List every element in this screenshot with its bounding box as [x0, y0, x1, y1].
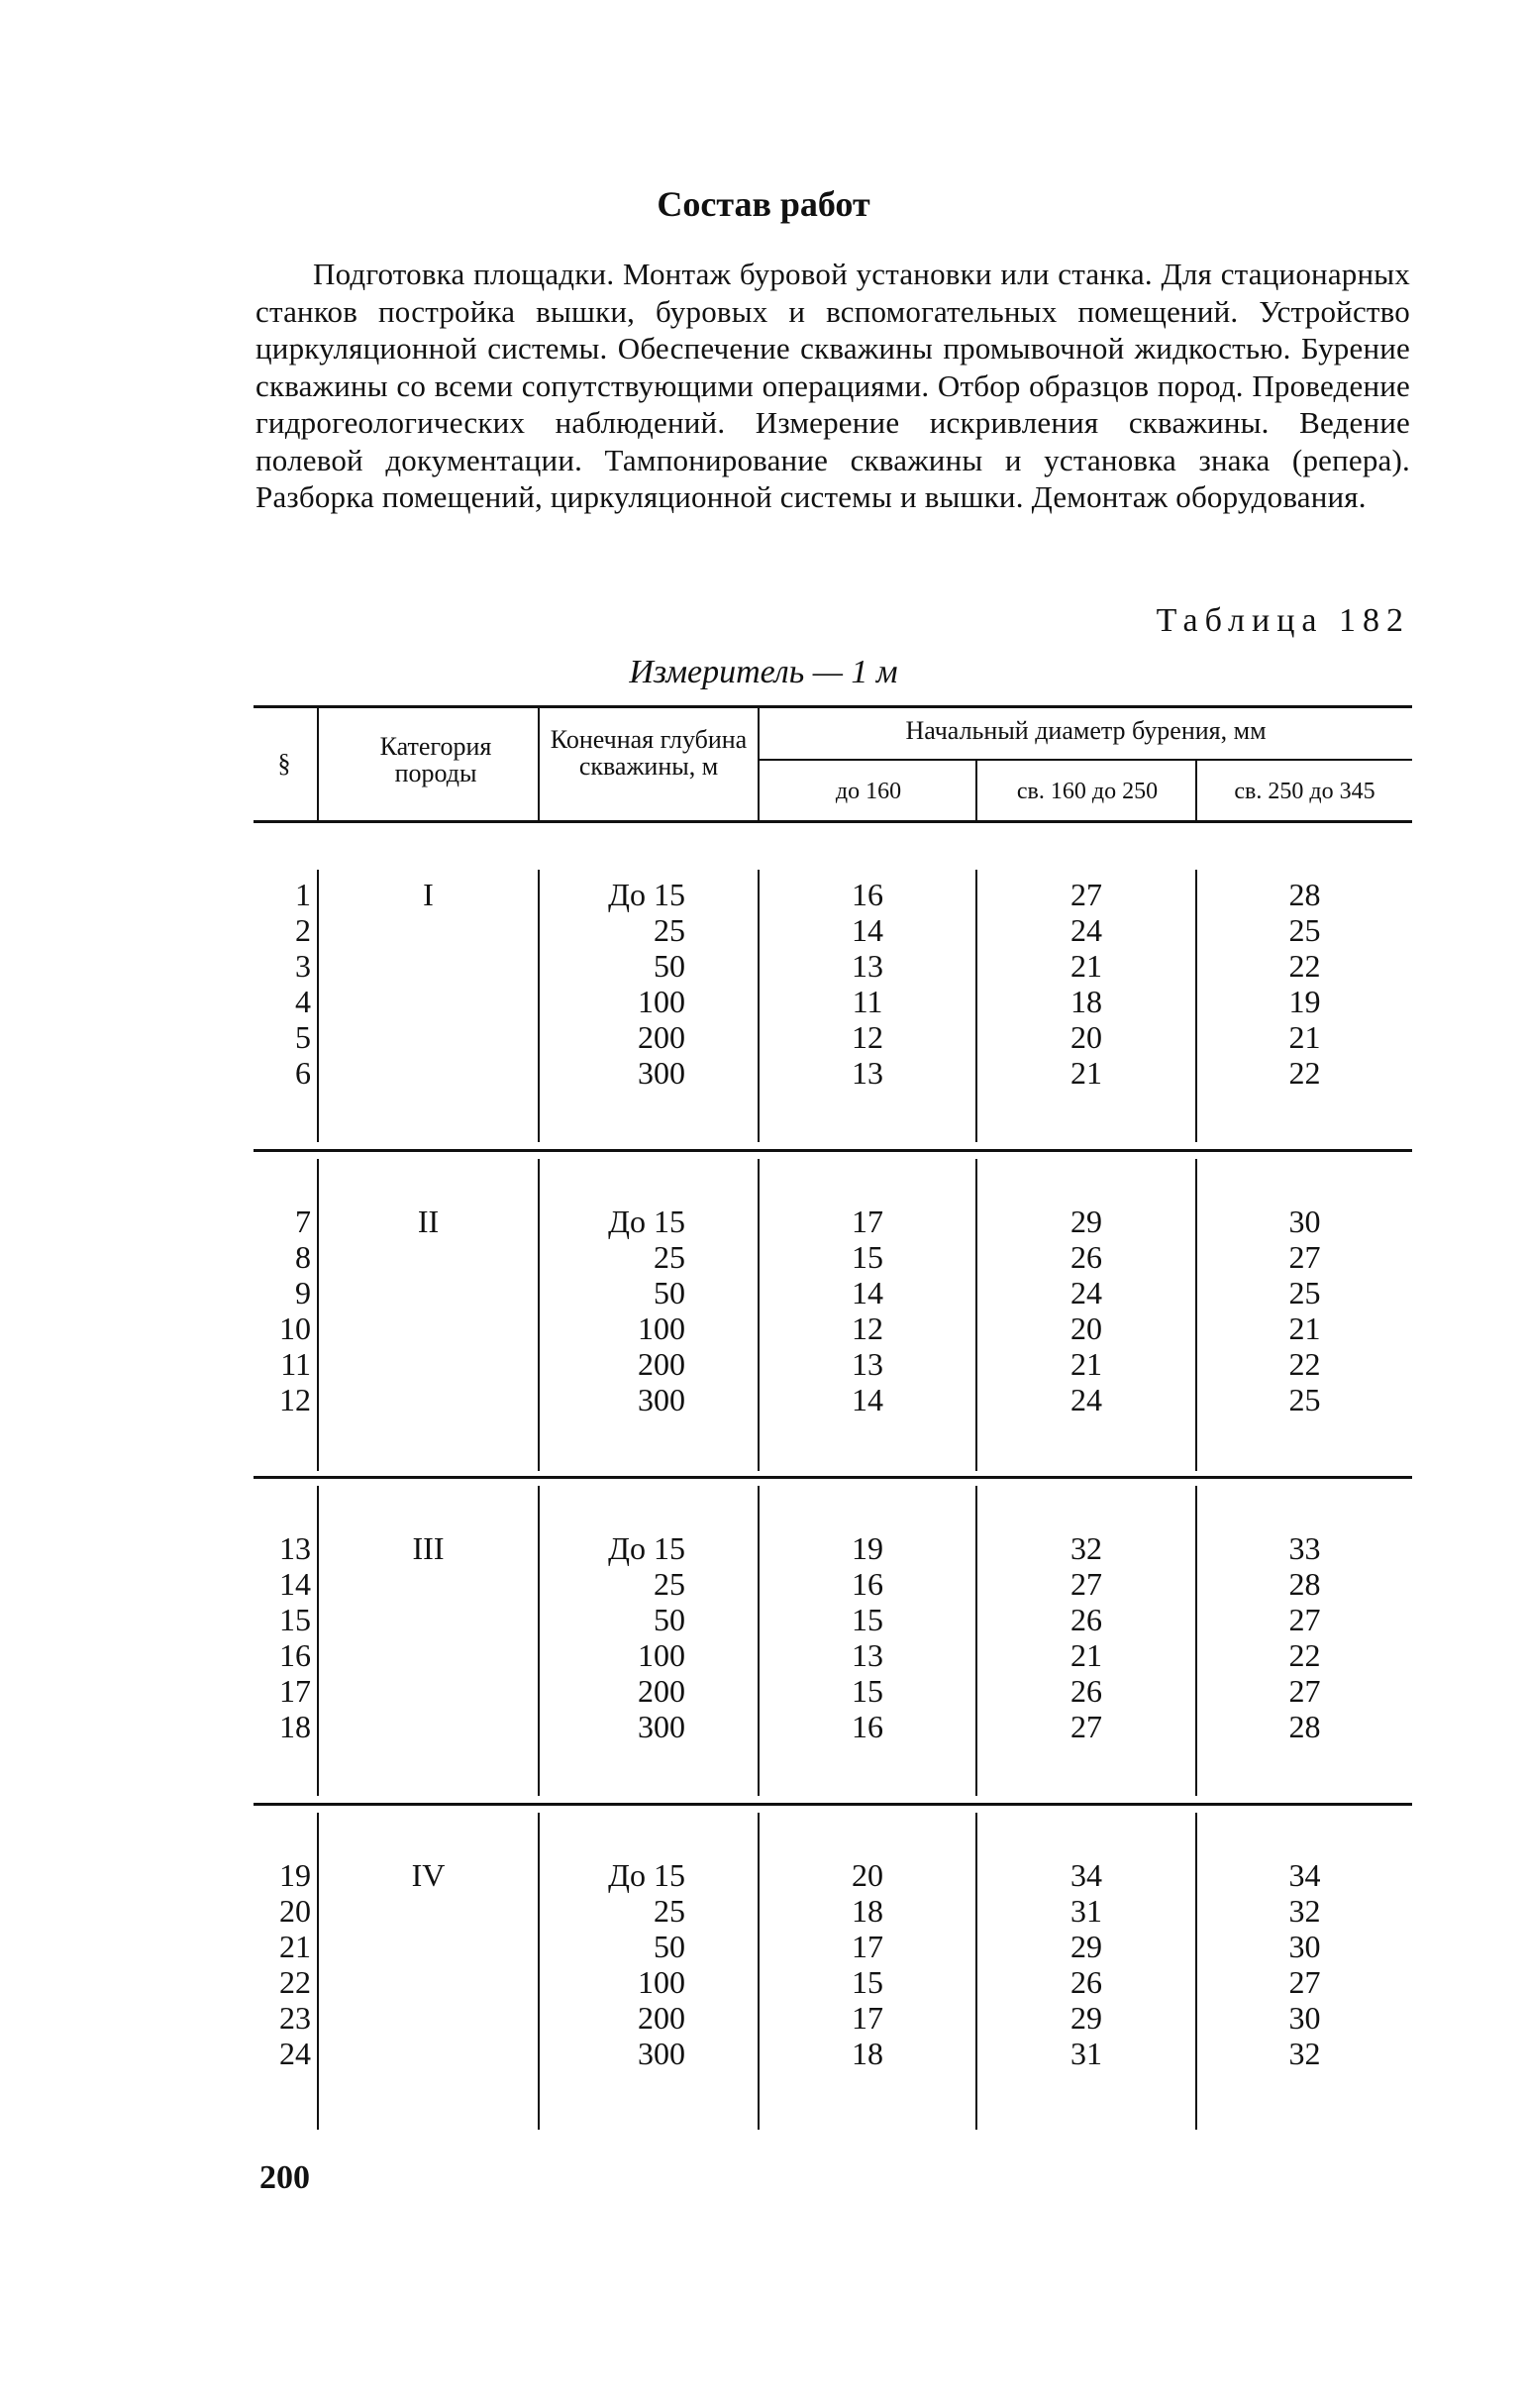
table-cell: 25: [654, 912, 685, 948]
table-cell: 50: [654, 1929, 685, 1964]
table-cell: 15: [852, 1964, 883, 2000]
table-cell: 25: [1288, 1382, 1321, 1417]
table-cell: 27: [1070, 877, 1102, 912]
d1-cells: [760, 877, 975, 1091]
table-cell: 21: [279, 1929, 311, 1964]
table-cell: 10: [279, 1310, 311, 1346]
header-d1: до 160: [835, 779, 902, 804]
category-cell: [319, 1857, 538, 1893]
table-cell: До 15: [608, 1204, 685, 1239]
table-cell: 18: [852, 2036, 883, 2071]
table-cell: 15: [852, 1602, 883, 1637]
table-top-rule: [254, 705, 1412, 708]
table-cell: 4: [295, 984, 311, 1019]
header-vrule-4: [975, 761, 977, 820]
table-cell: 17: [279, 1673, 311, 1709]
body-paragraph: Подготовка площадки. Монтаж буровой установки или станка. Для стационарных станков постройка вышки, буровых и вспомогательных помещений. Устройство циркуляционной системы. Обеспечение скважины промывочной жидкостью. Бурение скважины со всеми сопутствующими операциями. Отбор образцов пород. Проведение гидрогеологических наблюдений. Измерение искривления скважины. Ведение полевой документации. Тампонирование скважины и установка знака (репера). Разборка помещений, циркуляционной системы и вышки. Демонтаж оборудования.: [255, 257, 1410, 514]
table-cell: 26: [1070, 1964, 1102, 2000]
table-cell: 50: [654, 1275, 685, 1310]
section-numbers: [254, 1530, 311, 1744]
table-cell: 13: [852, 948, 883, 984]
d3-cells: [1197, 1857, 1412, 2071]
table-cell: 22: [1288, 1346, 1321, 1382]
table-cell: 100: [638, 984, 685, 1019]
table-cell: 23: [279, 2000, 311, 2036]
d1-cells: [760, 1857, 975, 2071]
table-cell: 13: [852, 1346, 883, 1382]
table-cell: 33: [1288, 1530, 1321, 1566]
page-number: 200: [259, 2159, 310, 2196]
table-cell: 29: [1070, 1204, 1102, 1239]
section-numbers: [254, 1857, 311, 2071]
table-cell: 200: [638, 2000, 685, 2036]
table-cell: 18: [279, 1709, 311, 1744]
table-cell: 12: [852, 1019, 883, 1055]
table-cell: 21: [1288, 1310, 1321, 1346]
table-cell: 21: [1288, 1019, 1321, 1055]
d2-cells: [977, 877, 1195, 1091]
table-cell: III: [412, 1530, 445, 1566]
table-cell: 13: [852, 1637, 883, 1673]
table-cell: 50: [654, 948, 685, 984]
table-cell: 27: [1288, 1673, 1321, 1709]
table-cell: 6: [295, 1055, 311, 1091]
table-cell: 32: [1288, 1893, 1321, 1929]
table-cell: 32: [1070, 1530, 1102, 1566]
header-category: Категория породы: [379, 732, 492, 787]
table-cell: 25: [654, 1239, 685, 1275]
d3-cells: [1197, 1530, 1412, 1744]
table-cell: 300: [638, 1382, 685, 1417]
table-cell: 200: [638, 1673, 685, 1709]
table-cell: 200: [638, 1346, 685, 1382]
table-cell: 18: [852, 1893, 883, 1929]
table-cell: 17: [852, 1929, 883, 1964]
table-cell: 34: [1288, 1857, 1321, 1893]
d2-cells: [977, 1530, 1195, 1744]
header-d3: св. 250 до 345: [1234, 779, 1375, 804]
table-cell: До 15: [608, 1857, 685, 1893]
table-cell: 24: [1070, 912, 1102, 948]
table-cell: 14: [852, 1275, 883, 1310]
table-cell: 22: [1288, 948, 1321, 984]
category-cell: [319, 877, 538, 912]
table-cell: 22: [1288, 1055, 1321, 1091]
section-title: Состав работ: [657, 184, 870, 224]
d1-cells: [760, 1530, 975, 1744]
table-cell: 16: [852, 1709, 883, 1744]
header-vrule-3: [758, 708, 760, 820]
table-cell: 27: [1070, 1566, 1102, 1602]
table-cell: 1: [295, 877, 311, 912]
header-d2: св. 160 до 250: [1016, 779, 1159, 804]
d2-cells: [977, 1204, 1195, 1417]
header-vrule-5: [1195, 761, 1197, 820]
table-cell: 21: [1070, 1055, 1102, 1091]
table-cell: 29: [1070, 1929, 1102, 1964]
table-cell: До 15: [608, 877, 685, 912]
table-cell: 27: [1288, 1239, 1321, 1275]
d1-cells: [760, 1204, 975, 1417]
table-cell: 7: [295, 1204, 311, 1239]
table-cell: 25: [1288, 1275, 1321, 1310]
table-cell: 13: [279, 1530, 311, 1566]
body-vrule: [538, 1159, 540, 1471]
table-cell: 16: [852, 1566, 883, 1602]
table-cell: 27: [1288, 1602, 1321, 1637]
table-cell: 22: [1288, 1637, 1321, 1673]
table-cell: 5: [295, 1019, 311, 1055]
table-cell: 22: [279, 1964, 311, 2000]
table-cell: 24: [1070, 1382, 1102, 1417]
table-cell: 12: [852, 1310, 883, 1346]
table-cell: 24: [279, 2036, 311, 2071]
table-cell: 21: [1070, 1346, 1102, 1382]
table-cell: 25: [654, 1893, 685, 1929]
table-cell: 31: [1070, 2036, 1102, 2071]
group-separator-rule: [254, 1476, 1412, 1479]
header-section: §: [277, 749, 291, 778]
header-vrule-1: [317, 708, 319, 820]
table-cell: 28: [1288, 1566, 1321, 1602]
depth-cells: [555, 877, 685, 1091]
header-diameter-group: Начальный диаметр бурения, мм: [905, 716, 1267, 745]
table-cell: 25: [654, 1566, 685, 1602]
header-vrule-2: [538, 708, 540, 820]
table-cell: 15: [279, 1602, 311, 1637]
d2-cells: [977, 1857, 1195, 2071]
table-cell: 300: [638, 1709, 685, 1744]
table-cell: 16: [279, 1637, 311, 1673]
category-cell: [319, 1204, 538, 1239]
body-vrule: [538, 1813, 540, 2130]
table-cell: II: [417, 1204, 440, 1239]
table-cell: 17: [852, 1204, 883, 1239]
section-numbers: [254, 1204, 311, 1417]
table-cell: 26: [1070, 1239, 1102, 1275]
table-caption: Таблица 182: [1156, 602, 1410, 639]
table-cell: 3: [295, 948, 311, 984]
table-cell: 11: [280, 1346, 311, 1382]
table-cell: 17: [852, 2000, 883, 2036]
table-cell: 30: [1288, 1204, 1321, 1239]
table-cell: 32: [1288, 2036, 1321, 2071]
body-vrule: [538, 1486, 540, 1796]
section-numbers: [254, 877, 311, 1091]
table-cell: 30: [1288, 1929, 1321, 1964]
table-cell: 100: [638, 1637, 685, 1673]
diameter-subheader-rule: [760, 759, 1412, 761]
depth-cells: [555, 1204, 685, 1417]
table-cell: 28: [1288, 877, 1321, 912]
table-cell: 300: [638, 1055, 685, 1091]
table-cell: I: [423, 877, 434, 912]
header-depth: Конечная глубина скважины, м: [550, 725, 748, 781]
table-cell: 9: [295, 1275, 311, 1310]
table-cell: 27: [1070, 1709, 1102, 1744]
table-cell: IV: [411, 1857, 446, 1893]
depth-cells: [555, 1857, 685, 2071]
table-cell: 8: [295, 1239, 311, 1275]
table-cell: До 15: [608, 1530, 685, 1566]
table-cell: 20: [279, 1893, 311, 1929]
table-cell: 300: [638, 2036, 685, 2071]
measure-unit: Измеритель — 1 м: [629, 654, 898, 690]
table-cell: 15: [852, 1673, 883, 1709]
table-cell: 18: [1070, 984, 1102, 1019]
table-cell: 19: [1288, 984, 1321, 1019]
table-cell: 24: [1070, 1275, 1102, 1310]
category-cell: [319, 1530, 538, 1566]
table-cell: 29: [1070, 2000, 1102, 2036]
table-cell: 12: [279, 1382, 311, 1417]
group-separator-rule: [254, 1803, 1412, 1806]
d3-cells: [1197, 877, 1412, 1091]
table-cell: 11: [852, 984, 883, 1019]
table-cell: 34: [1070, 1857, 1102, 1893]
table-cell: 200: [638, 1019, 685, 1055]
table-cell: 100: [638, 1964, 685, 2000]
d3-cells: [1197, 1204, 1412, 1417]
table-cell: 14: [852, 1382, 883, 1417]
table-cell: 20: [852, 1857, 883, 1893]
table-cell: 50: [654, 1602, 685, 1637]
table-cell: 19: [852, 1530, 883, 1566]
table-cell: 21: [1070, 1637, 1102, 1673]
depth-cells: [555, 1530, 685, 1744]
table-cell: 27: [1288, 1964, 1321, 2000]
table-cell: 16: [852, 877, 883, 912]
table-cell: 14: [279, 1566, 311, 1602]
table-cell: 26: [1070, 1673, 1102, 1709]
table-cell: 20: [1070, 1019, 1102, 1055]
table-cell: 26: [1070, 1602, 1102, 1637]
group-separator-rule: [254, 1149, 1412, 1152]
table-cell: 15: [852, 1239, 883, 1275]
table-cell: 30: [1288, 2000, 1321, 2036]
header-bottom-rule: [254, 820, 1412, 823]
table-cell: 20: [1070, 1310, 1102, 1346]
table-cell: 28: [1288, 1709, 1321, 1744]
table-cell: 100: [638, 1310, 685, 1346]
table-cell: 14: [852, 912, 883, 948]
table-cell: 2: [295, 912, 311, 948]
table-cell: 19: [279, 1857, 311, 1893]
body-vrule: [538, 870, 540, 1142]
table-cell: 21: [1070, 948, 1102, 984]
table-cell: 25: [1288, 912, 1321, 948]
table-cell: 31: [1070, 1893, 1102, 1929]
table-cell: 13: [852, 1055, 883, 1091]
